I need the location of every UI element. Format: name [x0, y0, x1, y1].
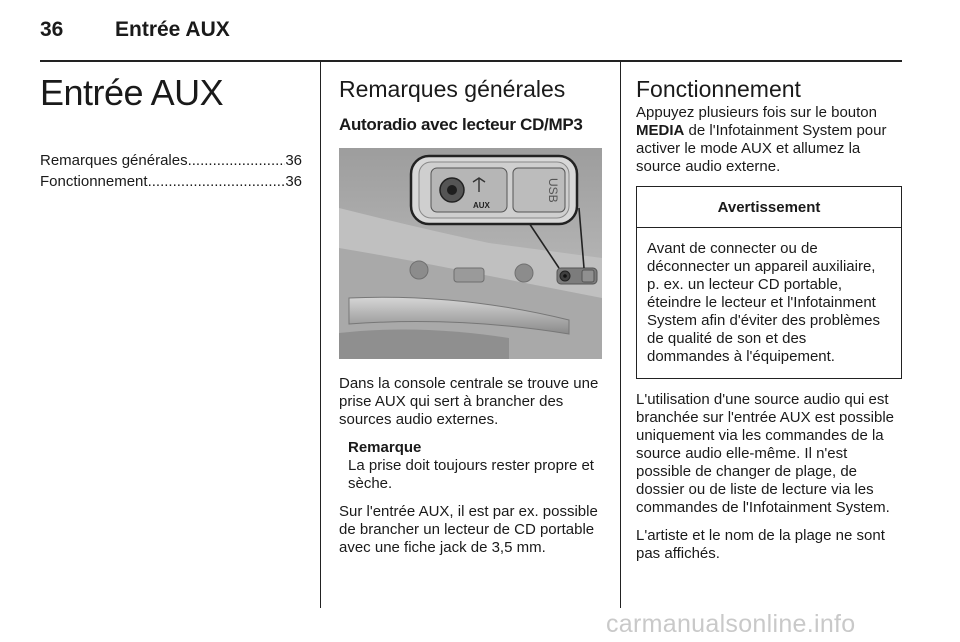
toc-entry-label: Remarques générales [40, 152, 188, 169]
usb-port-label: USB [546, 178, 560, 203]
page-number: 36 [40, 18, 64, 41]
operation-intro-paragraph [636, 104, 904, 176]
toc-entry-page: 36 [285, 173, 302, 190]
operation-intro-text-end: de l'Infotainment System pour activer le mode AUX et allumez la source audio externe. [636, 122, 887, 175]
toc-leader-dots [148, 171, 286, 192]
toc-entry[interactable] [40, 171, 302, 192]
note-text: La prise doit toujours rester propre et sèche. [348, 457, 594, 492]
general-remarks-heading: Remarques générales [339, 76, 566, 102]
toc-leader-dots [188, 150, 286, 171]
header-rule [40, 60, 902, 62]
operation-heading: Fonctionnement [636, 76, 801, 102]
operation-display-paragraph: L'artiste et le nom de la plage ne sont pas affichés. [636, 527, 885, 562]
column-divider-left [320, 62, 321, 608]
note-title: Remarque [348, 439, 422, 456]
toc-entry-page: 36 [285, 152, 302, 169]
warning-box [636, 186, 902, 379]
console-illustration [339, 148, 602, 359]
note-box [348, 439, 605, 493]
aux-socket-label: AUX [473, 201, 490, 210]
warning-title: Avertissement [637, 187, 901, 228]
toc-entry[interactable] [40, 150, 302, 171]
watermark: carmanualsonline.info [606, 610, 856, 638]
chapter-column [40, 72, 302, 192]
general-intro-paragraph: Dans la console centrale se trouve une prise AUX qui sert à brancher des sources audio externes. [339, 375, 599, 428]
toc-entry-label: Fonctionnement [40, 173, 148, 190]
aux-connection-paragraph: Sur l'entrée AUX, il est par ex. possible de brancher un lecteur de CD portable avec une fiche jack de 3,5 mm. [339, 503, 598, 556]
operation-usage-paragraph: L'utilisation d'une source audio qui est branchée sur l'entrée AUX est possible uniquement via les commandes de la source audio elle-même. Il n'est possible de changer de plage, de dossier ou de liste de lecture via les commandes de l'Infotainment System. [636, 391, 895, 516]
page-header [40, 18, 902, 48]
general-remarks-subheading: Autoradio avec lecteur CD/MP3 [339, 115, 583, 134]
media-button-label: MEDIA [636, 122, 685, 139]
operation-intro-text: Appuyez plusieurs fois sur le bouton [636, 104, 877, 121]
aux-socket-photo [339, 148, 602, 359]
column-divider-right [620, 62, 621, 608]
operation-column [636, 76, 904, 563]
general-remarks-column [339, 76, 605, 557]
warning-text: Avant de connecter ou de déconnecter un appareil auxiliaire, p. ex. un lecteur CD portable, éteindre le lecteur et l'Infotainment System afin d'éviter des problèmes de qualité de son et des dommandes à l'équipement. [647, 240, 880, 365]
running-section-title: Entrée AUX [115, 18, 230, 41]
chapter-title: Entrée AUX [40, 72, 224, 113]
